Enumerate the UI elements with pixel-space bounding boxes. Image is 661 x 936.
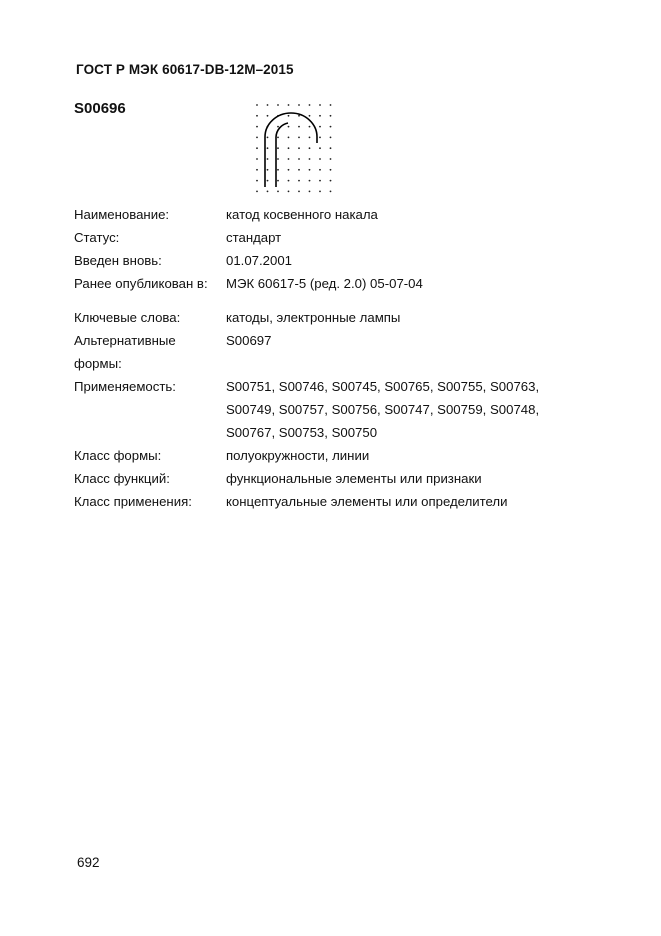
grid-dot	[309, 180, 311, 182]
grid-dot	[330, 180, 332, 182]
field-value-line: S00751, S00746, S00745, S00765, S00755, S00763,	[226, 379, 540, 394]
grid-dot	[288, 169, 290, 171]
field-function-class	[74, 467, 574, 490]
grid-dot	[277, 180, 279, 182]
grid-dot	[330, 126, 332, 128]
grid-dot	[277, 191, 279, 193]
grid-dot	[319, 180, 321, 182]
field-label: Статус:	[74, 230, 120, 245]
grid-dot	[277, 158, 279, 160]
grid-dot	[309, 158, 311, 160]
grid-dot	[298, 115, 300, 117]
grid-dot	[256, 104, 258, 106]
grid-dot	[319, 126, 321, 128]
grid-dot	[319, 104, 321, 106]
symbol-grid	[256, 104, 331, 192]
field-keywords	[74, 306, 574, 329]
field-form-class	[74, 444, 574, 467]
grid-dot	[309, 137, 311, 139]
field-value: функциональные элементы или признаки	[226, 471, 482, 486]
grid-dot	[298, 137, 300, 139]
grid-dot	[267, 104, 269, 106]
field-value: МЭК 60617-5 (ред. 2.0) 05-07-04	[226, 276, 423, 291]
grid-dot	[256, 158, 258, 160]
grid-dot	[256, 126, 258, 128]
field-label: Класс применения:	[74, 494, 192, 509]
field-value: катоды, электронные лампы	[226, 310, 401, 325]
grid-dot	[309, 191, 311, 193]
grid-dot	[330, 147, 332, 149]
grid-dot	[309, 104, 311, 106]
grid-dot	[330, 137, 332, 139]
grid-dot	[288, 104, 290, 106]
grid-dot	[267, 158, 269, 160]
grid-dot	[298, 180, 300, 182]
grid-dot	[298, 169, 300, 171]
grid-dot	[330, 158, 332, 160]
grid-dot	[298, 147, 300, 149]
grid-dot	[330, 191, 332, 193]
grid-dot	[256, 115, 258, 117]
field-label: Применяемость:	[74, 379, 176, 394]
grid-dot	[309, 147, 311, 149]
grid-dot	[267, 191, 269, 193]
grid-dot	[267, 169, 269, 171]
field-label: Класс формы:	[74, 448, 162, 463]
field-label: Ключевые слова:	[74, 310, 181, 325]
grid-dot	[267, 115, 269, 117]
grid-dot	[298, 158, 300, 160]
grid-dot	[319, 169, 321, 171]
symbol-code: S00696	[74, 100, 126, 117]
grid-dot	[256, 147, 258, 149]
field-alternative-forms	[74, 329, 574, 375]
field-label: Класс функций:	[74, 471, 170, 486]
grid-dot	[256, 137, 258, 139]
page-number: 692	[77, 855, 100, 870]
grid-dot	[277, 169, 279, 171]
grid-dot	[288, 137, 290, 139]
field-application-class	[74, 490, 574, 513]
document-header: ГОСТ Р МЭК 60617-DB-12M–2015	[76, 62, 294, 77]
grid-dot	[319, 137, 321, 139]
grid-dot	[256, 180, 258, 182]
field-value-line: S00767, S00753, S00750	[226, 425, 378, 440]
field-name	[74, 203, 574, 226]
indirectly-heated-cathode-icon	[251, 99, 335, 197]
cathode-inner-line	[276, 123, 288, 187]
field-status	[74, 226, 574, 249]
grid-dot	[319, 115, 321, 117]
grid-dot	[288, 147, 290, 149]
field-value-line: S00749, S00757, S00756, S00747, S00759, S00748,	[226, 402, 540, 417]
grid-dot	[288, 115, 290, 117]
grid-dot	[277, 147, 279, 149]
grid-dot	[288, 180, 290, 182]
grid-dot	[319, 147, 321, 149]
field-label: Введен вновь:	[74, 253, 162, 268]
grid-dot	[277, 137, 279, 139]
field-previously-published	[74, 272, 574, 295]
grid-dot	[256, 191, 258, 193]
field-label	[74, 329, 224, 375]
grid-dot	[330, 169, 332, 171]
grid-dot	[267, 137, 269, 139]
grid-dot	[277, 126, 279, 128]
grid-dot	[288, 126, 290, 128]
grid-dot	[309, 126, 311, 128]
field-value: концептуальные элементы или определители	[226, 494, 508, 509]
field-label-line: формы:	[74, 356, 122, 371]
field-applicability	[74, 375, 574, 444]
grid-dot	[256, 169, 258, 171]
attribute-table	[74, 203, 574, 513]
grid-dot	[288, 191, 290, 193]
grid-dot	[267, 147, 269, 149]
grid-dot	[288, 158, 290, 160]
grid-dot	[319, 191, 321, 193]
field-label: Ранее опубликован в:	[74, 276, 208, 291]
grid-dot	[277, 104, 279, 106]
grid-dot	[298, 191, 300, 193]
grid-dot	[298, 104, 300, 106]
grid-dot	[330, 115, 332, 117]
grid-dot	[309, 169, 311, 171]
field-introduced	[74, 249, 574, 272]
field-value: стандарт	[226, 230, 282, 245]
cathode-arc	[265, 113, 317, 187]
field-label: Наименование:	[74, 207, 170, 222]
field-label-line: Альтернативные	[74, 333, 176, 348]
grid-dot	[298, 126, 300, 128]
grid-dot	[319, 158, 321, 160]
field-value: 01.07.2001	[226, 253, 293, 268]
field-value: катод косвенного накала	[226, 207, 378, 222]
field-value: полуокружности, линии	[226, 448, 370, 463]
grid-dot	[330, 104, 332, 106]
grid-dot	[267, 180, 269, 182]
field-value: S00697	[226, 333, 272, 348]
grid-dot	[309, 115, 311, 117]
